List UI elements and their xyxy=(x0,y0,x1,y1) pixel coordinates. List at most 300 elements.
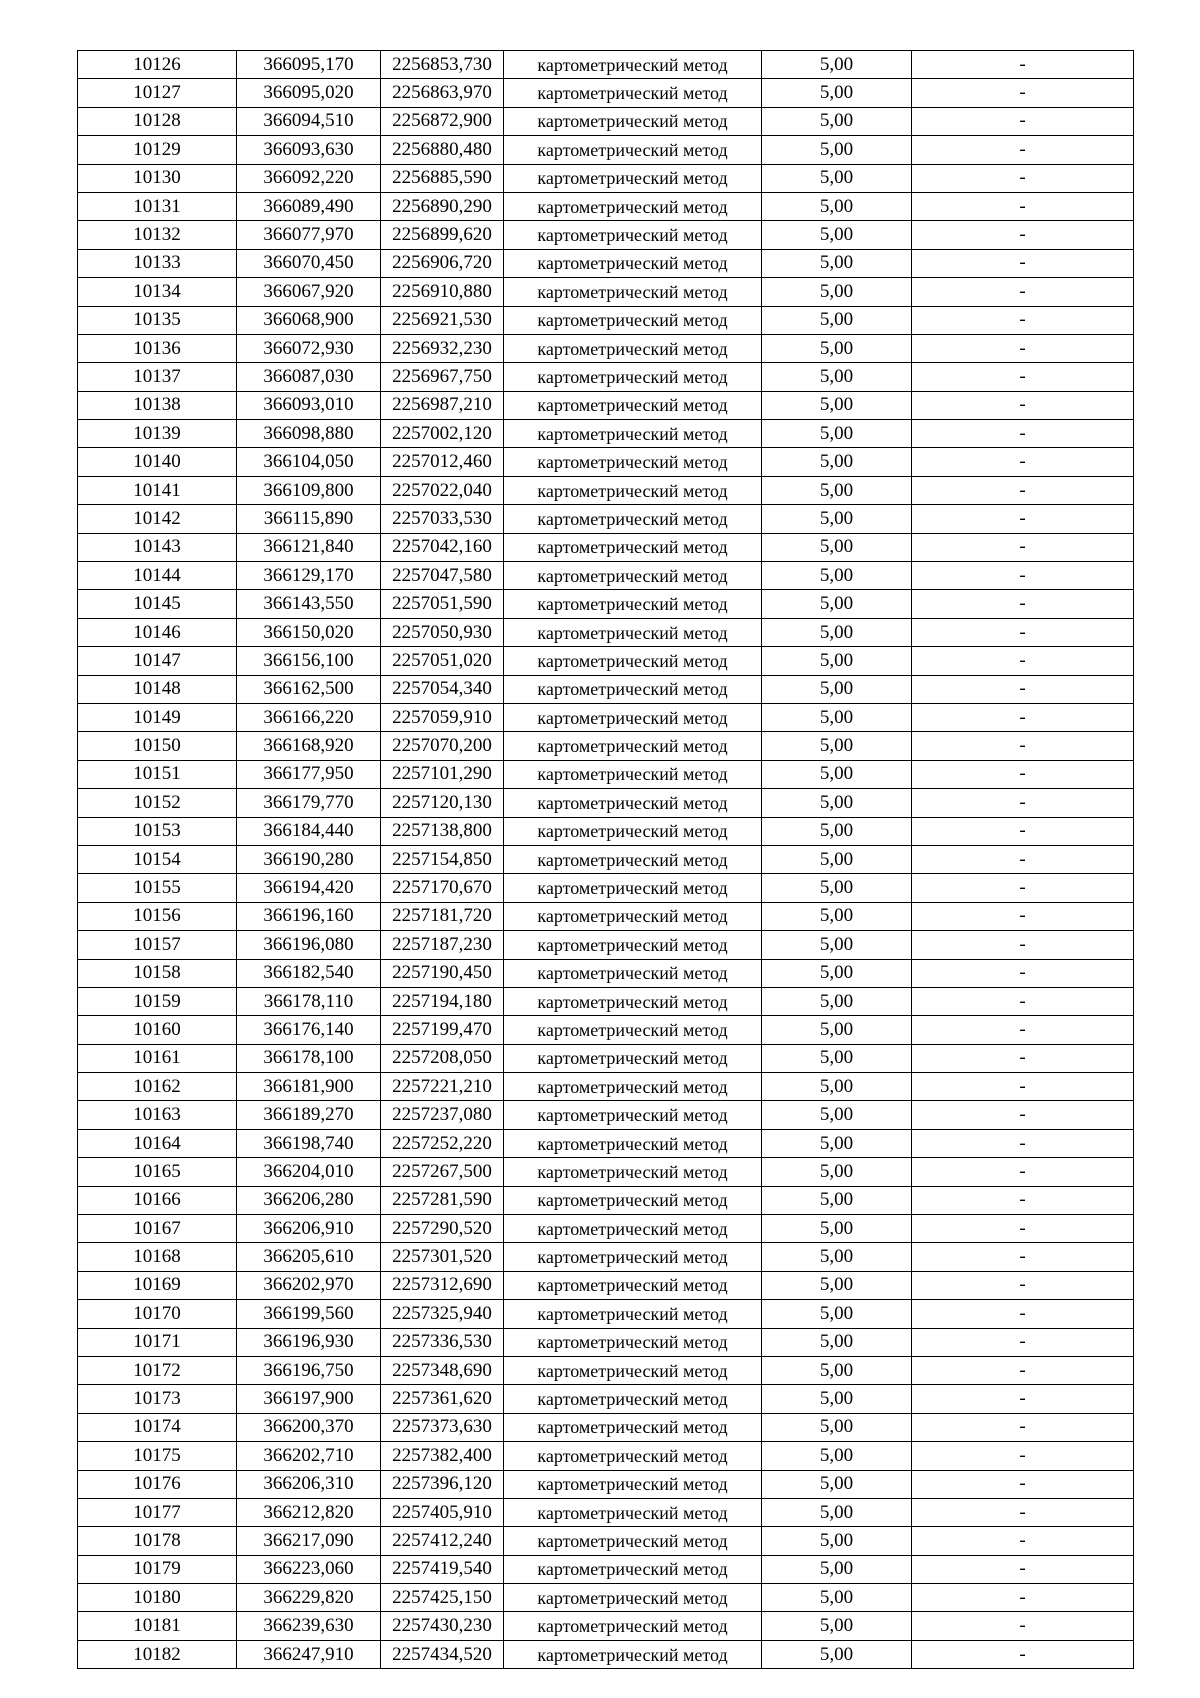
y-coordinate-cell: 2256910,880 xyxy=(381,278,504,306)
method-cell: картометрический метод xyxy=(504,789,762,817)
x-coordinate-cell: 366194,420 xyxy=(237,874,381,902)
x-coordinate-cell: 366212,820 xyxy=(237,1498,381,1526)
accuracy-cell: 5,00 xyxy=(762,874,912,902)
y-coordinate-cell: 2257012,460 xyxy=(381,448,504,476)
table-row xyxy=(78,931,1134,959)
method-cell: картометрический метод xyxy=(504,1158,762,1186)
description-cell: - xyxy=(912,1470,1134,1498)
table-row xyxy=(78,1243,1134,1271)
method-cell: картометрический метод xyxy=(504,107,762,135)
table-row xyxy=(78,164,1134,192)
y-coordinate-cell: 2257047,580 xyxy=(381,562,504,590)
description-cell: - xyxy=(912,1527,1134,1555)
table-row xyxy=(78,902,1134,930)
method-cell: картометрический метод xyxy=(504,391,762,419)
x-coordinate-cell: 366189,270 xyxy=(237,1101,381,1129)
x-coordinate-cell: 366247,910 xyxy=(237,1640,381,1668)
description-cell: - xyxy=(912,817,1134,845)
accuracy-cell: 5,00 xyxy=(762,1328,912,1356)
point-number-cell: 10162 xyxy=(78,1073,237,1101)
point-number-cell: 10170 xyxy=(78,1300,237,1328)
point-number-cell: 10174 xyxy=(78,1413,237,1441)
y-coordinate-cell: 2257301,520 xyxy=(381,1243,504,1271)
point-number-cell: 10151 xyxy=(78,760,237,788)
description-cell: - xyxy=(912,249,1134,277)
x-coordinate-cell: 366205,610 xyxy=(237,1243,381,1271)
description-cell: - xyxy=(912,1215,1134,1243)
y-coordinate-cell: 2257170,670 xyxy=(381,874,504,902)
x-coordinate-cell: 366177,950 xyxy=(237,760,381,788)
y-coordinate-cell: 2257120,130 xyxy=(381,789,504,817)
table-row xyxy=(78,1016,1134,1044)
table-row xyxy=(78,1385,1134,1413)
y-coordinate-cell: 2257221,210 xyxy=(381,1073,504,1101)
y-coordinate-cell: 2257290,520 xyxy=(381,1215,504,1243)
table-row xyxy=(78,789,1134,817)
x-coordinate-cell: 366190,280 xyxy=(237,845,381,873)
description-cell: - xyxy=(912,703,1134,731)
method-cell: картометрический метод xyxy=(504,476,762,504)
y-coordinate-cell: 2257267,500 xyxy=(381,1158,504,1186)
description-cell: - xyxy=(912,1300,1134,1328)
accuracy-cell: 5,00 xyxy=(762,1385,912,1413)
y-coordinate-cell: 2257252,220 xyxy=(381,1129,504,1157)
description-cell: - xyxy=(912,505,1134,533)
description-cell: - xyxy=(912,1101,1134,1129)
y-coordinate-cell: 2256921,530 xyxy=(381,306,504,334)
point-number-cell: 10153 xyxy=(78,817,237,845)
accuracy-cell: 5,00 xyxy=(762,1243,912,1271)
point-number-cell: 10146 xyxy=(78,618,237,646)
point-number-cell: 10156 xyxy=(78,902,237,930)
description-cell: - xyxy=(912,1612,1134,1640)
accuracy-cell: 5,00 xyxy=(762,1413,912,1441)
accuracy-cell: 5,00 xyxy=(762,249,912,277)
description-cell: - xyxy=(912,959,1134,987)
table-row xyxy=(78,420,1134,448)
table-row xyxy=(78,1527,1134,1555)
y-coordinate-cell: 2257373,630 xyxy=(381,1413,504,1441)
coordinates-table xyxy=(77,50,1134,1669)
method-cell: картометрический метод xyxy=(504,306,762,334)
point-number-cell: 10158 xyxy=(78,959,237,987)
table-row xyxy=(78,1129,1134,1157)
accuracy-cell: 5,00 xyxy=(762,562,912,590)
method-cell: картометрический метод xyxy=(504,1356,762,1384)
x-coordinate-cell: 366197,900 xyxy=(237,1385,381,1413)
accuracy-cell: 5,00 xyxy=(762,1584,912,1612)
x-coordinate-cell: 366179,770 xyxy=(237,789,381,817)
table-row xyxy=(78,1073,1134,1101)
point-number-cell: 10167 xyxy=(78,1215,237,1243)
table-row xyxy=(78,476,1134,504)
description-cell: - xyxy=(912,760,1134,788)
x-coordinate-cell: 366072,930 xyxy=(237,334,381,362)
description-cell: - xyxy=(912,1271,1134,1299)
method-cell: картометрический метод xyxy=(504,1243,762,1271)
point-number-cell: 10137 xyxy=(78,363,237,391)
accuracy-cell: 5,00 xyxy=(762,845,912,873)
table-row xyxy=(78,1271,1134,1299)
table-row xyxy=(78,1158,1134,1186)
point-number-cell: 10148 xyxy=(78,675,237,703)
table-row xyxy=(78,1356,1134,1384)
accuracy-cell: 5,00 xyxy=(762,1527,912,1555)
x-coordinate-cell: 366196,160 xyxy=(237,902,381,930)
point-number-cell: 10165 xyxy=(78,1158,237,1186)
x-coordinate-cell: 366178,100 xyxy=(237,1044,381,1072)
table-row xyxy=(78,760,1134,788)
y-coordinate-cell: 2257022,040 xyxy=(381,476,504,504)
y-coordinate-cell: 2257033,530 xyxy=(381,505,504,533)
accuracy-cell: 5,00 xyxy=(762,760,912,788)
x-coordinate-cell: 366196,080 xyxy=(237,931,381,959)
accuracy-cell: 5,00 xyxy=(762,1555,912,1583)
description-cell: - xyxy=(912,1016,1134,1044)
table-row xyxy=(78,1470,1134,1498)
accuracy-cell: 5,00 xyxy=(762,675,912,703)
method-cell: картометрический метод xyxy=(504,533,762,561)
table-row xyxy=(78,817,1134,845)
method-cell: картометрический метод xyxy=(504,817,762,845)
table-row xyxy=(78,1498,1134,1526)
accuracy-cell: 5,00 xyxy=(762,306,912,334)
method-cell: картометрический метод xyxy=(504,732,762,760)
y-coordinate-cell: 2257059,910 xyxy=(381,703,504,731)
y-coordinate-cell: 2257194,180 xyxy=(381,987,504,1015)
description-cell: - xyxy=(912,1073,1134,1101)
description-cell: - xyxy=(912,1328,1134,1356)
y-coordinate-cell: 2257348,690 xyxy=(381,1356,504,1384)
y-coordinate-cell: 2256967,750 xyxy=(381,363,504,391)
table-row xyxy=(78,51,1134,79)
method-cell: картометрический метод xyxy=(504,874,762,902)
table-row xyxy=(78,391,1134,419)
point-number-cell: 10155 xyxy=(78,874,237,902)
y-coordinate-cell: 2257042,160 xyxy=(381,533,504,561)
y-coordinate-cell: 2257050,930 xyxy=(381,618,504,646)
table-row xyxy=(78,221,1134,249)
method-cell: картометрический метод xyxy=(504,931,762,959)
method-cell: картометрический метод xyxy=(504,1215,762,1243)
table-row xyxy=(78,1101,1134,1129)
y-coordinate-cell: 2257138,800 xyxy=(381,817,504,845)
method-cell: картометрический метод xyxy=(504,1016,762,1044)
point-number-cell: 10126 xyxy=(78,51,237,79)
method-cell: картометрический метод xyxy=(504,1073,762,1101)
accuracy-cell: 5,00 xyxy=(762,278,912,306)
description-cell: - xyxy=(912,675,1134,703)
method-cell: картометрический метод xyxy=(504,79,762,107)
point-number-cell: 10130 xyxy=(78,164,237,192)
y-coordinate-cell: 2257002,120 xyxy=(381,420,504,448)
point-number-cell: 10135 xyxy=(78,306,237,334)
method-cell: картометрический метод xyxy=(504,1101,762,1129)
y-coordinate-cell: 2257208,050 xyxy=(381,1044,504,1072)
y-coordinate-cell: 2257054,340 xyxy=(381,675,504,703)
accuracy-cell: 5,00 xyxy=(762,1271,912,1299)
x-coordinate-cell: 366162,500 xyxy=(237,675,381,703)
x-coordinate-cell: 366070,450 xyxy=(237,249,381,277)
accuracy-cell: 5,00 xyxy=(762,1129,912,1157)
x-coordinate-cell: 366109,800 xyxy=(237,476,381,504)
description-cell: - xyxy=(912,1640,1134,1668)
x-coordinate-cell: 366206,280 xyxy=(237,1186,381,1214)
x-coordinate-cell: 366168,920 xyxy=(237,732,381,760)
table-row xyxy=(78,448,1134,476)
x-coordinate-cell: 366121,840 xyxy=(237,533,381,561)
table-row xyxy=(78,987,1134,1015)
point-number-cell: 10181 xyxy=(78,1612,237,1640)
y-coordinate-cell: 2257051,020 xyxy=(381,647,504,675)
description-cell: - xyxy=(912,618,1134,646)
accuracy-cell: 5,00 xyxy=(762,221,912,249)
table-row xyxy=(78,1413,1134,1441)
y-coordinate-cell: 2256880,480 xyxy=(381,136,504,164)
point-number-cell: 10178 xyxy=(78,1527,237,1555)
method-cell: картометрический метод xyxy=(504,1044,762,1072)
accuracy-cell: 5,00 xyxy=(762,902,912,930)
y-coordinate-cell: 2257154,850 xyxy=(381,845,504,873)
method-cell: картометрический метод xyxy=(504,1612,762,1640)
description-cell: - xyxy=(912,987,1134,1015)
method-cell: картометрический метод xyxy=(504,164,762,192)
y-coordinate-cell: 2257199,470 xyxy=(381,1016,504,1044)
point-number-cell: 10147 xyxy=(78,647,237,675)
y-coordinate-cell: 2257281,590 xyxy=(381,1186,504,1214)
description-cell: - xyxy=(912,448,1134,476)
point-number-cell: 10138 xyxy=(78,391,237,419)
accuracy-cell: 5,00 xyxy=(762,590,912,618)
description-cell: - xyxy=(912,1584,1134,1612)
x-coordinate-cell: 366095,170 xyxy=(237,51,381,79)
accuracy-cell: 5,00 xyxy=(762,1470,912,1498)
method-cell: картометрический метод xyxy=(504,278,762,306)
x-coordinate-cell: 366067,920 xyxy=(237,278,381,306)
point-number-cell: 10161 xyxy=(78,1044,237,1072)
x-coordinate-cell: 366202,710 xyxy=(237,1442,381,1470)
point-number-cell: 10129 xyxy=(78,136,237,164)
x-coordinate-cell: 366166,220 xyxy=(237,703,381,731)
x-coordinate-cell: 366206,310 xyxy=(237,1470,381,1498)
accuracy-cell: 5,00 xyxy=(762,334,912,362)
method-cell: картометрический метод xyxy=(504,987,762,1015)
description-cell: - xyxy=(912,107,1134,135)
point-number-cell: 10159 xyxy=(78,987,237,1015)
accuracy-cell: 5,00 xyxy=(762,1442,912,1470)
description-cell: - xyxy=(912,476,1134,504)
method-cell: картометрический метод xyxy=(504,1328,762,1356)
table-row xyxy=(78,590,1134,618)
description-cell: - xyxy=(912,533,1134,561)
x-coordinate-cell: 366156,100 xyxy=(237,647,381,675)
point-number-cell: 10177 xyxy=(78,1498,237,1526)
x-coordinate-cell: 366217,090 xyxy=(237,1527,381,1555)
y-coordinate-cell: 2257425,150 xyxy=(381,1584,504,1612)
x-coordinate-cell: 366196,930 xyxy=(237,1328,381,1356)
table-row xyxy=(78,703,1134,731)
y-coordinate-cell: 2256853,730 xyxy=(381,51,504,79)
table-row xyxy=(78,562,1134,590)
accuracy-cell: 5,00 xyxy=(762,618,912,646)
method-cell: картометрический метод xyxy=(504,590,762,618)
table-row xyxy=(78,107,1134,135)
table-row xyxy=(78,1300,1134,1328)
method-cell: картометрический метод xyxy=(504,1271,762,1299)
x-coordinate-cell: 366178,110 xyxy=(237,987,381,1015)
point-number-cell: 10173 xyxy=(78,1385,237,1413)
method-cell: картометрический метод xyxy=(504,1584,762,1612)
accuracy-cell: 5,00 xyxy=(762,533,912,561)
accuracy-cell: 5,00 xyxy=(762,1300,912,1328)
x-coordinate-cell: 366093,010 xyxy=(237,391,381,419)
x-coordinate-cell: 366115,890 xyxy=(237,505,381,533)
accuracy-cell: 5,00 xyxy=(762,420,912,448)
description-cell: - xyxy=(912,1356,1134,1384)
method-cell: картометрический метод xyxy=(504,363,762,391)
accuracy-cell: 5,00 xyxy=(762,1612,912,1640)
table-row xyxy=(78,618,1134,646)
y-coordinate-cell: 2257187,230 xyxy=(381,931,504,959)
table-row xyxy=(78,1044,1134,1072)
description-cell: - xyxy=(912,1555,1134,1583)
description-cell: - xyxy=(912,1243,1134,1271)
description-cell: - xyxy=(912,420,1134,448)
point-number-cell: 10141 xyxy=(78,476,237,504)
method-cell: картометрический метод xyxy=(504,51,762,79)
accuracy-cell: 5,00 xyxy=(762,817,912,845)
description-cell: - xyxy=(912,363,1134,391)
point-number-cell: 10160 xyxy=(78,1016,237,1044)
description-cell: - xyxy=(912,306,1134,334)
table-row xyxy=(78,1215,1134,1243)
description-cell: - xyxy=(912,845,1134,873)
description-cell: - xyxy=(912,79,1134,107)
accuracy-cell: 5,00 xyxy=(762,703,912,731)
method-cell: картометрический метод xyxy=(504,1300,762,1328)
method-cell: картометрический метод xyxy=(504,192,762,220)
x-coordinate-cell: 366129,170 xyxy=(237,562,381,590)
description-cell: - xyxy=(912,1413,1134,1441)
point-number-cell: 10145 xyxy=(78,590,237,618)
table-row xyxy=(78,533,1134,561)
table-row xyxy=(78,278,1134,306)
point-number-cell: 10157 xyxy=(78,931,237,959)
description-cell: - xyxy=(912,590,1134,618)
point-number-cell: 10176 xyxy=(78,1470,237,1498)
method-cell: картометрический метод xyxy=(504,448,762,476)
table-row xyxy=(78,959,1134,987)
table-row xyxy=(78,79,1134,107)
y-coordinate-cell: 2257382,400 xyxy=(381,1442,504,1470)
description-cell: - xyxy=(912,562,1134,590)
description-cell: - xyxy=(912,1442,1134,1470)
description-cell: - xyxy=(912,1129,1134,1157)
y-coordinate-cell: 2257430,230 xyxy=(381,1612,504,1640)
point-number-cell: 10128 xyxy=(78,107,237,135)
method-cell: картометрический метод xyxy=(504,1470,762,1498)
description-cell: - xyxy=(912,789,1134,817)
point-number-cell: 10163 xyxy=(78,1101,237,1129)
method-cell: картометрический метод xyxy=(504,703,762,731)
point-number-cell: 10127 xyxy=(78,79,237,107)
method-cell: картометрический метод xyxy=(504,1640,762,1668)
table-row xyxy=(78,1640,1134,1668)
method-cell: картометрический метод xyxy=(504,562,762,590)
accuracy-cell: 5,00 xyxy=(762,136,912,164)
table-row xyxy=(78,1584,1134,1612)
point-number-cell: 10144 xyxy=(78,562,237,590)
accuracy-cell: 5,00 xyxy=(762,1186,912,1214)
y-coordinate-cell: 2257419,540 xyxy=(381,1555,504,1583)
description-cell: - xyxy=(912,647,1134,675)
method-cell: картометрический метод xyxy=(504,420,762,448)
x-coordinate-cell: 366093,630 xyxy=(237,136,381,164)
description-cell: - xyxy=(912,192,1134,220)
x-coordinate-cell: 366206,910 xyxy=(237,1215,381,1243)
accuracy-cell: 5,00 xyxy=(762,1101,912,1129)
description-cell: - xyxy=(912,1044,1134,1072)
y-coordinate-cell: 2257396,120 xyxy=(381,1470,504,1498)
y-coordinate-cell: 2257101,290 xyxy=(381,760,504,788)
description-cell: - xyxy=(912,278,1134,306)
table-row xyxy=(78,306,1134,334)
table-row xyxy=(78,1442,1134,1470)
accuracy-cell: 5,00 xyxy=(762,959,912,987)
point-number-cell: 10149 xyxy=(78,703,237,731)
accuracy-cell: 5,00 xyxy=(762,505,912,533)
accuracy-cell: 5,00 xyxy=(762,1215,912,1243)
method-cell: картометрический метод xyxy=(504,1442,762,1470)
point-number-cell: 10134 xyxy=(78,278,237,306)
method-cell: картометрический метод xyxy=(504,1498,762,1526)
point-number-cell: 10171 xyxy=(78,1328,237,1356)
x-coordinate-cell: 366104,050 xyxy=(237,448,381,476)
point-number-cell: 10143 xyxy=(78,533,237,561)
table-row xyxy=(78,732,1134,760)
x-coordinate-cell: 366204,010 xyxy=(237,1158,381,1186)
table-row xyxy=(78,1328,1134,1356)
accuracy-cell: 5,00 xyxy=(762,391,912,419)
point-number-cell: 10172 xyxy=(78,1356,237,1384)
method-cell: картометрический метод xyxy=(504,505,762,533)
x-coordinate-cell: 366223,060 xyxy=(237,1555,381,1583)
x-coordinate-cell: 366176,140 xyxy=(237,1016,381,1044)
method-cell: картометрический метод xyxy=(504,1413,762,1441)
table-row xyxy=(78,874,1134,902)
x-coordinate-cell: 366202,970 xyxy=(237,1271,381,1299)
accuracy-cell: 5,00 xyxy=(762,1016,912,1044)
y-coordinate-cell: 2257325,940 xyxy=(381,1300,504,1328)
description-cell: - xyxy=(912,1158,1134,1186)
point-number-cell: 10164 xyxy=(78,1129,237,1157)
accuracy-cell: 5,00 xyxy=(762,107,912,135)
x-coordinate-cell: 366087,030 xyxy=(237,363,381,391)
y-coordinate-cell: 2257190,450 xyxy=(381,959,504,987)
table-row xyxy=(78,136,1134,164)
y-coordinate-cell: 2257070,200 xyxy=(381,732,504,760)
accuracy-cell: 5,00 xyxy=(762,647,912,675)
point-number-cell: 10133 xyxy=(78,249,237,277)
point-number-cell: 10132 xyxy=(78,221,237,249)
method-cell: картометрический метод xyxy=(504,136,762,164)
point-number-cell: 10168 xyxy=(78,1243,237,1271)
table-row xyxy=(78,1555,1134,1583)
description-cell: - xyxy=(912,391,1134,419)
table-row xyxy=(78,845,1134,873)
table-row xyxy=(78,334,1134,362)
point-number-cell: 10150 xyxy=(78,732,237,760)
